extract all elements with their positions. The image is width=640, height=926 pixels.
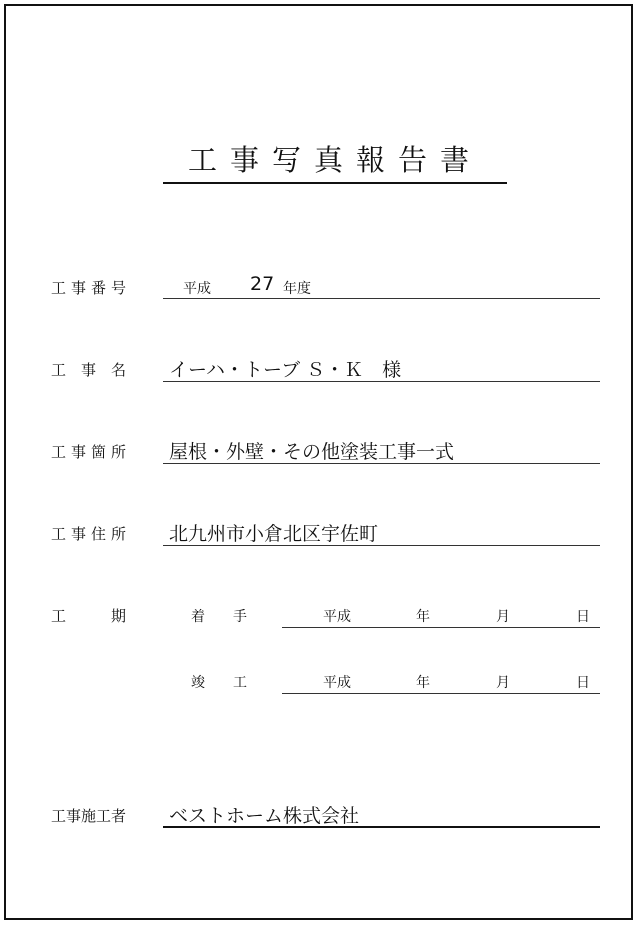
period-start-year: 年	[416, 609, 430, 625]
period-start-era: 平成	[323, 609, 351, 625]
period-start-day: 日	[576, 609, 590, 625]
period-start-label: 着 手	[191, 609, 247, 625]
project-number-era: 平成	[183, 281, 211, 297]
period-end-year: 年	[416, 675, 430, 691]
contractor-value: ベストホーム株式会社	[169, 805, 360, 827]
period-end-month: 月	[496, 675, 510, 691]
period-end-era: 平成	[323, 675, 351, 691]
period-end-day: 日	[576, 675, 590, 691]
label-project-name: 工 事 名	[51, 361, 127, 379]
project-name-value: イーハ・トーブ Ｓ・Ｋ 様	[169, 359, 402, 381]
project-number-year: 27	[250, 273, 275, 295]
project-address-value: 北九州市小倉北区宇佐町	[169, 523, 379, 545]
period-end-label: 竣 工	[191, 675, 247, 691]
label-project-number: 工事番号	[51, 279, 132, 297]
line-period-start	[282, 627, 600, 628]
period-start-month: 月	[496, 609, 510, 625]
page-title: 工事写真報告書	[163, 138, 507, 184]
label-project-period: 工 期	[51, 607, 127, 625]
line-period-end	[282, 693, 600, 694]
project-location-value: 屋根・外壁・その他塗装工事一式	[169, 441, 455, 463]
project-number-suffix: 年度	[283, 281, 311, 297]
label-project-location: 工事箇所	[51, 443, 132, 461]
line-project-number	[163, 298, 600, 299]
label-project-address: 工事住所	[51, 525, 132, 543]
label-contractor: 工事施工者	[51, 807, 127, 825]
